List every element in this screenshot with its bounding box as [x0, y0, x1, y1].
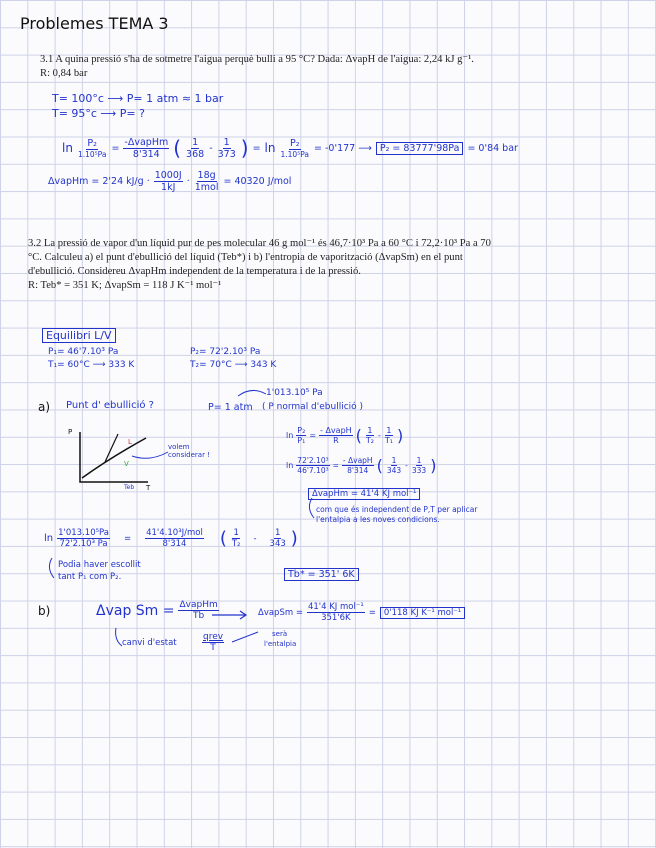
b-boxed: 0'118 KJ K⁻¹ mol⁻¹ [380, 607, 465, 619]
p2-t2: T₂= 70°C ⟶ 343 K [190, 360, 277, 370]
p1-p2-bar: = 0'84 bar [467, 142, 518, 154]
b-den2: 351'6K [321, 613, 351, 623]
b-qrev-fraction [202, 632, 224, 653]
sub-eq: = [332, 461, 339, 470]
problem-1-text: 3.1 A quina pressió s'ha de sotmetre l'aigua perquè bulli a 95 °C? Dada: ΔvapH de l'aigua: 2,24 kJ g⁻¹. [40, 54, 474, 65]
p2-atm-arrow [238, 390, 266, 396]
p1-one-b: 1 [223, 136, 230, 148]
diagram-label-p: P [68, 428, 73, 436]
p2-note-1: com que és independent de P,T per aplicar [316, 505, 478, 514]
p1-t2: 373 [217, 148, 236, 160]
p1-p2-boxed: P₂ = 83777'98Pa [376, 142, 464, 155]
final-eq: = [123, 533, 132, 544]
final-p-fraction [57, 528, 110, 549]
p2-dh-boxed: ΔvapHm = 41'4 KJ mol⁻¹ [308, 488, 420, 500]
sub-num: 72'2.10³ [297, 456, 329, 465]
p1-eq: = [111, 142, 120, 154]
p2-b-equation [96, 600, 219, 621]
cc-paren-open: ( [355, 426, 362, 445]
final-ln: ln [44, 533, 54, 544]
sub-333-fraction [411, 456, 427, 475]
p2-t1: T₁= 60°C ⟶ 333 K [48, 360, 135, 370]
final-t2: T₂ [231, 539, 241, 549]
problem-2-line-3: d'ebullició. Considereu ΔvapHm independent de la temperatura i de la pressió. [28, 266, 361, 277]
cc-p2: P₂ [297, 426, 306, 435]
final-t343: 343 [269, 539, 286, 549]
cc-t1-fraction [384, 426, 394, 445]
cc-dh-fraction [319, 426, 353, 445]
problem-2-line-2: °C. Calculeu a) el punt d'ebullició del líquid (Teb*) i b) l'entropia de vaporització (ΔvapSm) en el punt [28, 252, 463, 263]
sub-t1: 333 [411, 466, 427, 475]
b-lhs: Δvap Sm = [96, 602, 175, 619]
sub-p-fraction [296, 456, 329, 475]
page-title: Problemes TEMA 3 [20, 14, 169, 33]
p1-p1: 1.10⁵Pa [77, 149, 107, 159]
p2-p-normal: ( P normal d'ebullició ) [262, 402, 364, 412]
sub-den: 46'7.10³ [297, 466, 329, 475]
p1-t1: 368 [186, 148, 205, 160]
final-minus: - [253, 533, 257, 544]
p1-line-2: T= 95°c ⟶ P= ? [52, 107, 145, 120]
problem-2-answer: R: Teb* = 351 K; ΔvapSm = 118 J K⁻¹ mol⁻¹ [28, 280, 222, 291]
sub-r: 8'314 [347, 466, 369, 475]
p2-cc-equation [286, 426, 403, 445]
p2-a-label: a) [38, 400, 51, 414]
cc-one-b: 1 [386, 426, 392, 435]
p1-dh-lhs: ΔvapHm = 2'24 kJ/g · [48, 176, 150, 187]
p1-paren-close: ) [240, 136, 249, 160]
sub-paren-open: ( [376, 456, 383, 475]
p2-p-atm: P= 1 atm [208, 402, 253, 413]
final-dh-num: 41'4.10³J/mol [146, 528, 203, 538]
diagram-label-l: L [128, 438, 132, 446]
cc-one-a: 1 [367, 426, 373, 435]
p2-note-4: tant P₁ com P₂. [58, 572, 122, 582]
p1-mass-num: 18g [197, 170, 216, 181]
p2-tb-boxed: Tb* = 351' 6K [284, 568, 359, 581]
p2-b-label: b) [38, 604, 51, 618]
p1-ln-result: = -0'177 ⟶ [314, 142, 372, 154]
sub-dh-fraction [342, 456, 374, 475]
diagram-label-teb: Teb [124, 484, 135, 491]
diagram-pointer [132, 452, 168, 458]
p1-p1-b: 1.10⁵Pa [280, 149, 309, 159]
sub-343-fraction [386, 456, 402, 475]
sub-one-a: 1 [391, 456, 397, 465]
p2-b-rhs [258, 602, 465, 623]
p2-b-qrev [202, 632, 224, 653]
final-paren-close: ) [290, 528, 298, 549]
sub-minus: - [405, 461, 408, 470]
sub-ln: ln [286, 461, 294, 470]
p1-mass-den: 1mol [194, 182, 219, 193]
cc-t1: T₁ [384, 436, 393, 445]
final-p-den: 72'2.10³ Pa [59, 539, 108, 549]
p1-p2-b: P₂ [289, 137, 300, 149]
p2-p1: P₁= 46'7.10³ Pa [48, 347, 119, 357]
p1-p2: P₂ [87, 137, 97, 149]
p2-note-2: l'entalpia a les noves condicions. [316, 515, 440, 524]
p1-dh-result: = 40320 J/mol [223, 176, 292, 187]
p2-p2: P₂= 72'2.10³ Pa [190, 347, 261, 357]
cc-minus: - [378, 431, 381, 440]
cc-r: R [333, 436, 339, 445]
cc-paren-close: ) [397, 426, 404, 445]
p1-ln-2: ln [264, 141, 276, 155]
p2-note-3: Podia haver escollit [58, 560, 141, 570]
b-t: T [210, 643, 216, 653]
diagram-note: volem considerar ! [168, 443, 210, 459]
b-num: ΔvapHm [179, 600, 218, 610]
p2-a-text: Punt d' ebullició ? [66, 400, 154, 411]
sub-one-b: 1 [416, 456, 422, 465]
problem-2-line-1: 3.2 La pressió de vapor d'un líquid pur de pes molecular 46 g mol⁻¹ és 46,7·10³ Pa a 60 °C i 72,2·10³ Pa a 70 [28, 238, 491, 249]
final-p-num: 1'013.10⁵Pa [58, 528, 109, 538]
cc-t2-fraction [365, 426, 375, 445]
cc-p1: P₁ [297, 436, 306, 445]
cc-eq: = [309, 431, 317, 440]
sub-neg-dh: - ΔvapH [342, 456, 373, 465]
p1-ln: ln [62, 141, 73, 155]
problem-1-answer: R: 0,84 bar [40, 68, 88, 79]
p1-neg-dh: -ΔvapHm [124, 136, 169, 148]
p2-sub-equation [286, 456, 436, 475]
p2-b-note-3: l'entalpia [264, 640, 297, 648]
final-dh-den: 8'314 [162, 539, 187, 549]
b-eq: = [368, 607, 376, 618]
p1-line-1: T= 100°c ⟶ P= 1 atm ≈ 1 bar [52, 92, 224, 105]
final-dh-fraction [145, 528, 204, 549]
b-dh-fraction [178, 600, 218, 621]
p1-paren-open: ( [173, 136, 182, 160]
b-value-fraction [307, 602, 365, 623]
sub-t2: 343 [386, 466, 402, 475]
b-den: Tb [193, 611, 205, 621]
final-t2-fraction [231, 528, 242, 549]
b-mid: ΔvapSm = [258, 607, 303, 618]
p1-minus: - [209, 142, 213, 154]
b-qrev: qrev [203, 632, 224, 642]
diagram-label-t: T [146, 484, 151, 492]
cc-t2: T₂ [365, 436, 375, 445]
p1-one-a: 1 [192, 136, 199, 148]
p1-dot: · [186, 176, 190, 187]
p2-b-note-2: serà [272, 630, 288, 638]
p2-arrow-back [232, 632, 258, 642]
final-paren-open: ( [219, 528, 227, 549]
p1-conv-den: 1kJ [161, 182, 176, 193]
sub-paren-close: ) [430, 456, 437, 475]
p2-equilibri-box: Equilibri L/V [42, 328, 116, 343]
final-one-b: 1 [274, 528, 281, 538]
p2-note3-brace [49, 558, 54, 578]
cc-p-fraction [296, 426, 306, 445]
final-one-a: 1 [233, 528, 239, 538]
diagram-label-v: V [124, 460, 129, 468]
p1-eq-2: = [252, 142, 261, 154]
p2-b-note-1: canvi d'estat [122, 638, 177, 648]
p1-conv-num: 1000J [154, 170, 182, 181]
p1-r: 8'314 [132, 148, 160, 160]
cc-ln: ln [286, 431, 294, 440]
p2-note-brace [309, 498, 314, 518]
p2-p-atm-value: 1'013.10⁵ Pa [266, 388, 323, 398]
p2-final-equation [44, 528, 298, 549]
cc-neg-dh: - ΔvapH [320, 426, 352, 435]
final-343-fraction [269, 528, 287, 549]
b-num2: 41'4 KJ mol⁻¹ [307, 602, 364, 612]
